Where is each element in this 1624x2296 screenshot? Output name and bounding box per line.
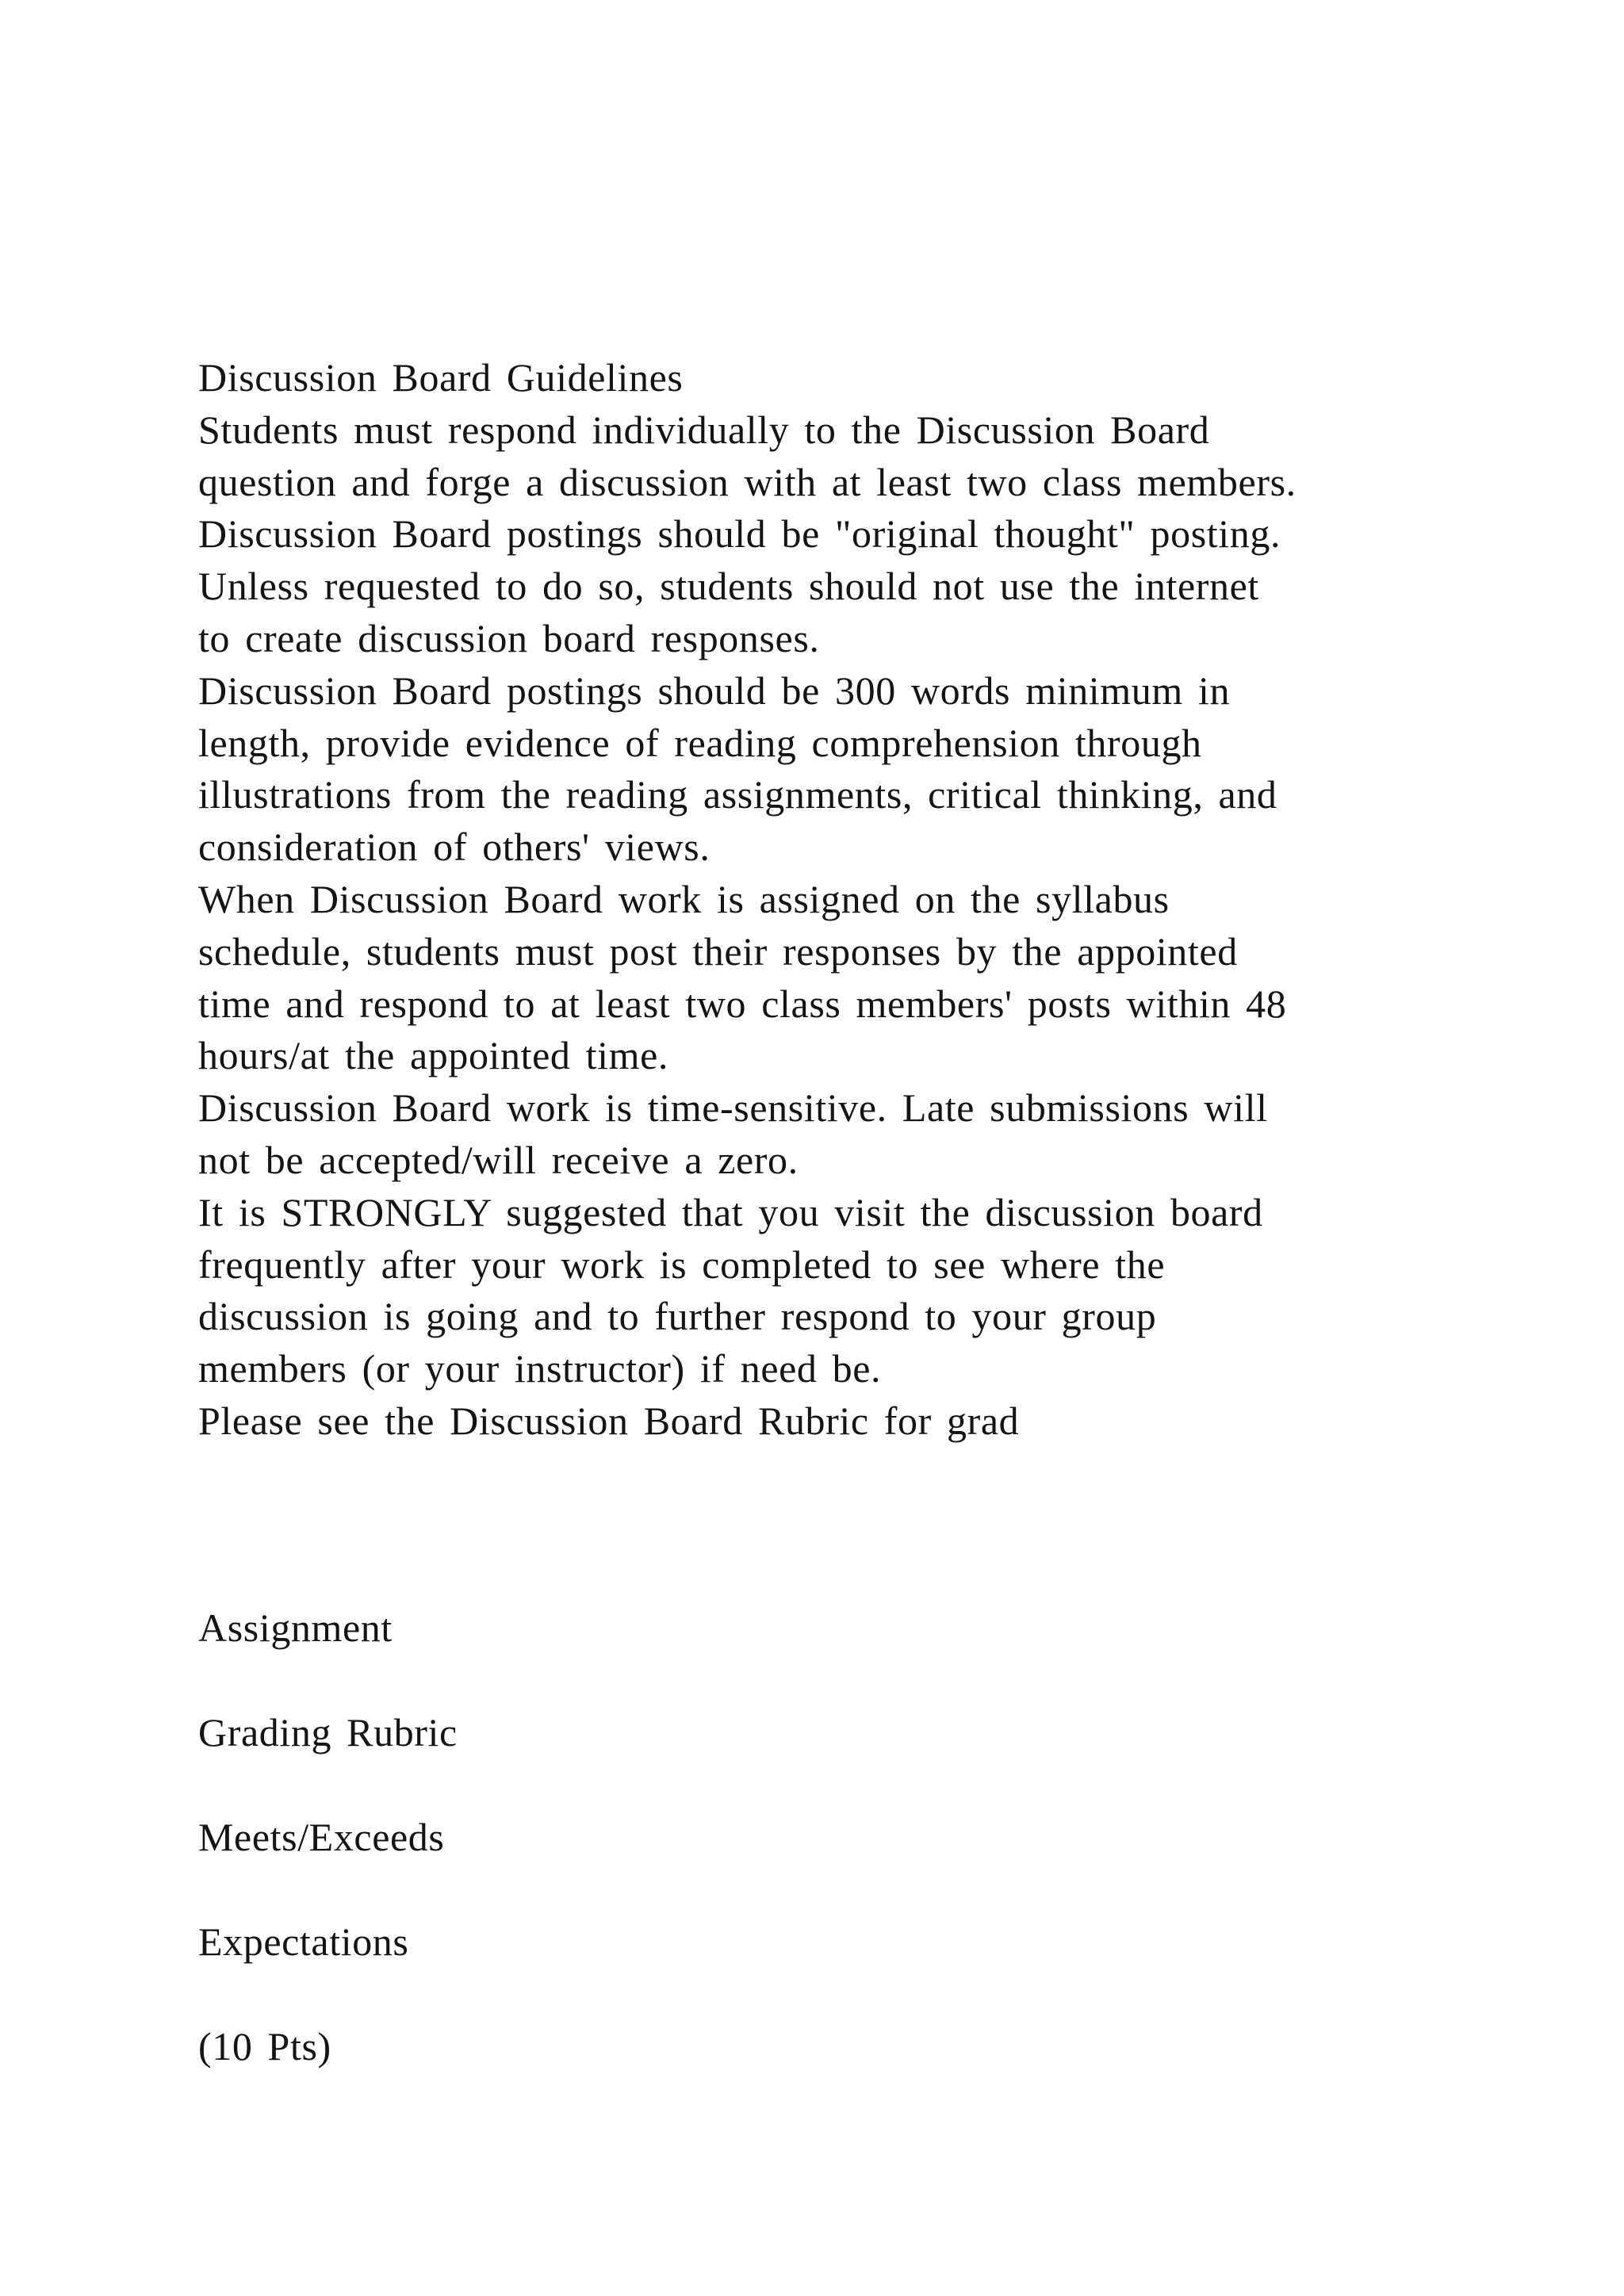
guidelines-line: not be accepted/will receive a zero. — [198, 1137, 799, 1182]
guidelines-line: members (or your instructor) if need be. — [198, 1346, 882, 1391]
guidelines-line: Students must respond individually to the Discussion Board — [198, 407, 1210, 452]
guidelines-line: Please see the Discussion Board Rubric for grad — [198, 1398, 1020, 1443]
guidelines-line: Discussion Board postings should be "original thought" posting. — [198, 511, 1281, 557]
guidelines-line: question and forge a discussion with at least two class members. — [198, 459, 1297, 504]
guidelines-line: discussion is going and to further respond to your group — [198, 1294, 1157, 1339]
guidelines-line: schedule, students must post their responses by the appointed — [198, 928, 1238, 974]
guidelines-line: length, provide evidence of reading comprehension through — [198, 720, 1202, 765]
guidelines-line: consideration of others' views. — [198, 825, 710, 870]
guidelines-text — [198, 352, 1546, 1448]
guidelines-line: illustrations from the reading assignments, critical thinking, and — [198, 772, 1277, 817]
guidelines-line: Unless requested to do so, students should not use the internet — [198, 564, 1259, 609]
guidelines-line: frequently after your work is completed to see where the — [198, 1242, 1166, 1287]
rubric-header-text — [198, 1600, 458, 2123]
rubric-expectations-label: Expectations — [198, 1919, 409, 1964]
rubric-points-label: (10 Pts) — [198, 2024, 331, 2068]
rubric-meets-exceeds-label: Meets/Exceeds — [198, 1815, 445, 1859]
rubric-grading-label: Grading Rubric — [198, 1710, 458, 1755]
guidelines-line: When Discussion Board work is assigned on the syllabus — [198, 876, 1170, 921]
guidelines-line: time and respond to at least two class members' posts within 48 — [198, 981, 1287, 1026]
guidelines-line: Discussion Board work is time-sensitive. Late submissions will — [198, 1085, 1268, 1131]
guidelines-line: Discussion Board postings should be 300 words minimum in — [198, 668, 1231, 713]
guidelines-line: to create discussion board responses. — [198, 615, 820, 660]
guidelines-line: hours/at the appointed time. — [198, 1033, 669, 1078]
guidelines-line: It is STRONGLY suggested that you visit the discussion board — [198, 1189, 1263, 1234]
guidelines-title: Discussion Board Guidelines — [198, 355, 684, 400]
rubric-assignment-label: Assignment — [198, 1605, 393, 1650]
